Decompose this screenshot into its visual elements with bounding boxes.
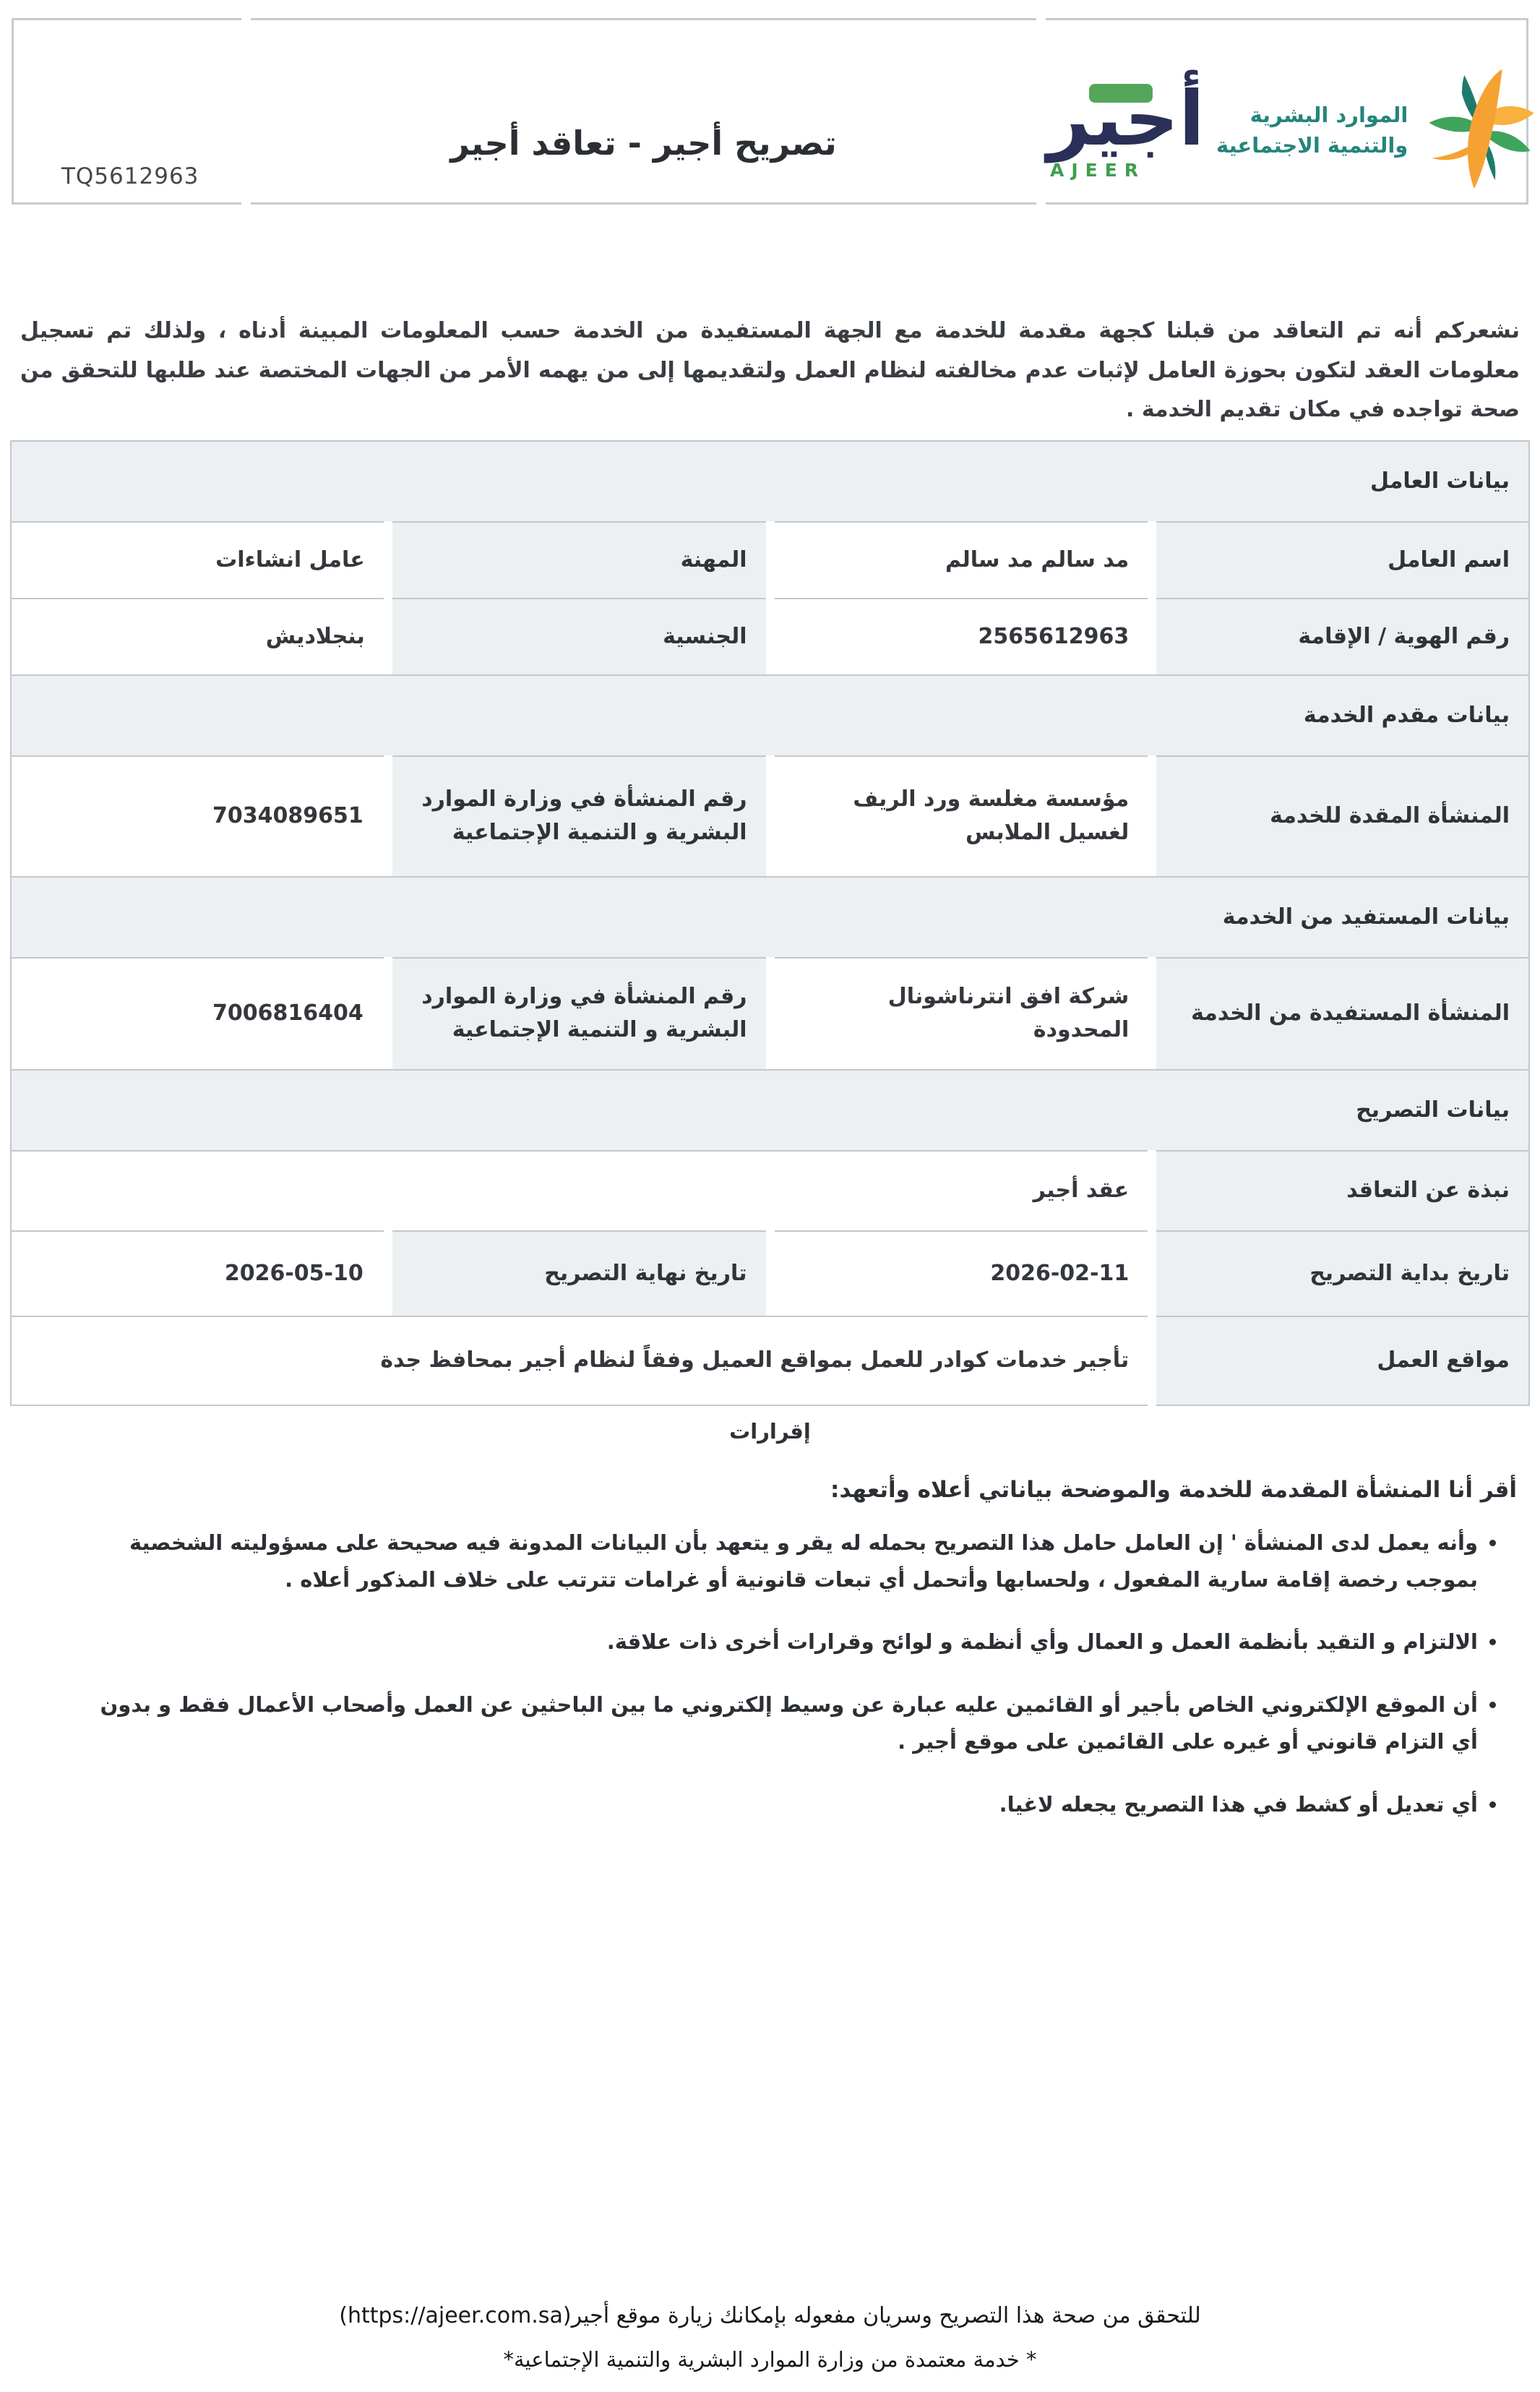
nationality-label: الجنسية	[392, 598, 766, 674]
beneficiary-establishment-value: شركة افق انترناشونال المحدودة	[775, 957, 1148, 1069]
table-row	[10, 1316, 1530, 1406]
declaration-item: • الالتزام و التقيد بأنظمة العمل و العمال وأي أنظمة و لوائح وقرارات أخرى ذات علاقة.	[87, 1624, 1478, 1660]
work-locations-label: مواقع العمل	[1156, 1316, 1530, 1406]
profession-value: عامل انشاءات	[10, 521, 384, 598]
ajeer-website-link[interactable]: (https://ajeer.com.sa)	[339, 2303, 572, 2328]
ministry-wordmark	[1216, 100, 1408, 160]
table-row	[10, 521, 1530, 598]
id-number-value: 2565612963	[775, 598, 1148, 674]
id-number-label: رقم الهوية / الإقامة	[1156, 598, 1530, 674]
worker-name-label: اسم العامل	[1156, 521, 1530, 598]
section-header-beneficiary: بيانات المستفيد من الخدمة	[10, 876, 1530, 957]
page-title: تصريح أجير - تعاقد أجير	[450, 124, 837, 163]
section-header-worker: بيانات العامل	[10, 440, 1530, 521]
provider-establishment-value: مؤسسة مغلسة ورد الريف لغسيل الملابس	[775, 755, 1148, 876]
beneficiary-mol-number-value: 7006816404	[10, 957, 384, 1069]
permit-number: TQ5612963	[61, 163, 199, 189]
ajeer-logo-arabic-wordmark: أجير	[1047, 74, 1205, 163]
beneficiary-mol-number-label: رقم المنشأة في وزارة الموارد البشرية و التنمية الإجتماعية	[392, 957, 766, 1069]
section-header-provider: بيانات مقدم الخدمة	[10, 674, 1530, 755]
declaration-item: • أي تعديل أو كشط في هذا التصريح يجعله لاغيا.	[87, 1786, 1478, 1823]
contract-brief-value: عقد أجير	[10, 1150, 1148, 1230]
declaration-item: • وأنه يعمل لدى المنشأة ' إن العامل حامل هذا التصريح بحمله له يقر و يتعهد بأن البيانات المدونة فيه صحيحة على مسؤوليته الشخصية بموجب رخصة إقامة سارية المفعول ، ولحسابها وأتحمل أي تبعات قانونية أو غرامات تترتب على خلاف المذكور أعلاه .	[87, 1525, 1478, 1598]
declarations-heading: أقر أنا المنشأة المقدمة للخدمة والموضحة بياناتي أعلاه وأتعهد:	[830, 1476, 1517, 1503]
table-row	[10, 957, 1530, 1069]
work-locations-value: تأجير خدمات كوادر للعمل بمواقع العميل وفقاً لنظام أجير بمحافظ جدة	[10, 1316, 1148, 1406]
provider-mol-number-label: رقم المنشأة في وزارة الموارد البشرية و التنمية الإجتماعية	[392, 755, 766, 876]
ministry-wordmark-line1: الموارد البشرية	[1249, 102, 1408, 127]
header-left-cell	[12, 18, 241, 205]
contract-brief-label: نبذة عن التعاقد	[1156, 1150, 1530, 1230]
permit-start-date-value: 2026-02-11	[775, 1230, 1148, 1316]
table-row	[10, 755, 1530, 876]
header-logos	[1046, 18, 1528, 205]
permit-start-date-label: تاريخ بداية التصريح	[1156, 1230, 1530, 1316]
ajeer-logo-latin-wordmark: AJEER	[1050, 160, 1146, 181]
permit-end-date-label: تاريخ نهاية التصريح	[392, 1230, 766, 1316]
nationality-value: بنجلاديش	[10, 598, 384, 674]
intro-paragraph: نشعركم أنه تم التعاقد من قبلنا كجهة مقدمة للخدمة مع الجهة المستفيدة من الخدمة حسب المعلومات المبينة أدناه ، ولذلك تم تسجيل معلومات العقد لتكون بحوزة العامل لإثبات عدم مخالفته لنظام العمل ولتقديمها إلى من يهمه الأمر من الجهات المختصة عند طلبها للتحقق من صحة تواجده في مكان تقديم الخدمة .	[20, 318, 1520, 423]
worker-name-value: مد سالم مد سالم	[775, 521, 1148, 598]
ministry-emblem-icon	[1427, 68, 1536, 192]
ministry-wordmark-line2: والتنمية الاجتماعية	[1216, 133, 1408, 158]
table-row	[10, 1230, 1530, 1316]
beneficiary-establishment-label: المنشأة المستفيدة من الخدمة	[1156, 957, 1530, 1069]
section-header-permit: بيانات التصريح	[10, 1069, 1530, 1150]
table-row	[10, 1150, 1530, 1230]
provider-establishment-label: المنشأة المقدة للخدمة	[1156, 755, 1530, 876]
ajeer-logo	[1047, 74, 1205, 181]
verification-note	[0, 2303, 1540, 2328]
table-row	[10, 598, 1530, 674]
declaration-item: • أن الموقع الإلكتروني الخاص بأجير أو القائمين عليه عبارة عن وسيط إلكتروني ما بين الباحثين عن العمل وأصحاب الأعمال فقط و بدون أي التزام قانوني أو غيره على القائمين على موقع أجير .	[87, 1686, 1478, 1760]
document-footer	[0, 2303, 1540, 2372]
permit-end-date-value: 2026-05-10	[10, 1230, 384, 1316]
profession-label: المهنة	[392, 521, 766, 598]
document-header	[12, 18, 1528, 205]
declarations-title: إقرارات	[729, 1418, 811, 1444]
verification-text: للتحقق من صحة هذا التصريح وسريان مفعوله بإمكانك زيارة موقع أجير	[571, 2303, 1201, 2328]
declarations-list	[87, 1525, 1511, 1849]
header-title-cell	[251, 18, 1036, 205]
provider-mol-number-value: 7034089651	[10, 755, 384, 876]
permit-data-table	[1, 440, 1539, 1406]
accreditation-note: * خدمة معتمدة من وزارة الموارد البشرية والتنمية الإجتماعية*	[503, 2347, 1037, 2372]
